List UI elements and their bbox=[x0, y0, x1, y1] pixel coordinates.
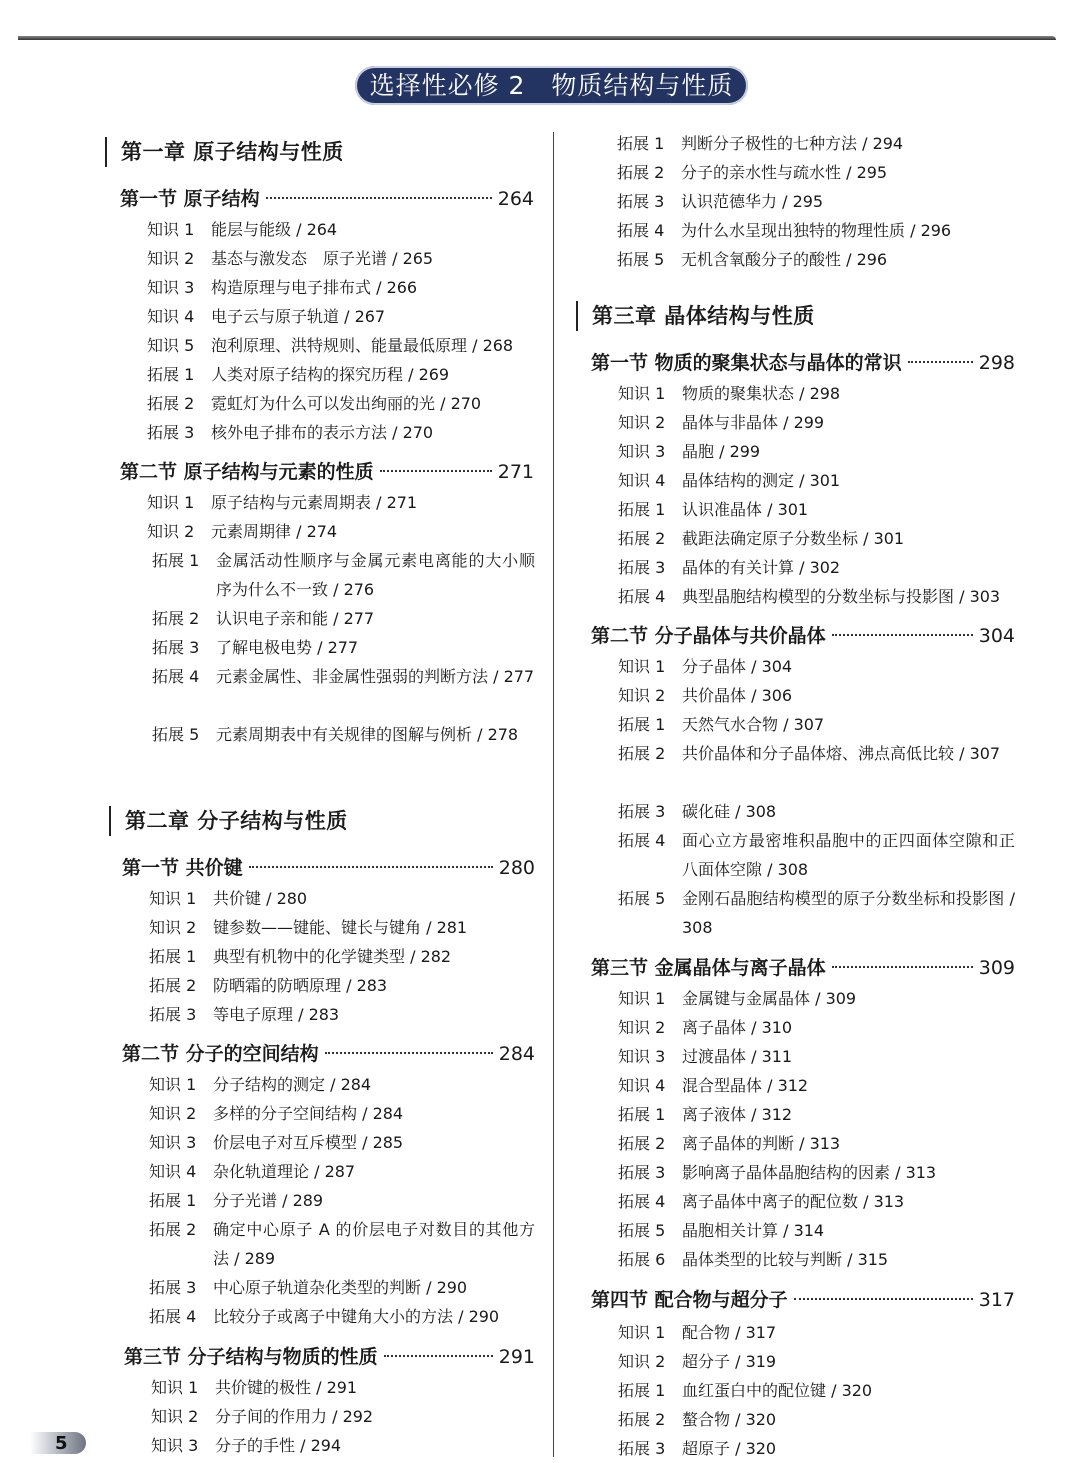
entry-text: 分子间的作用力 / 292 bbox=[215, 1407, 374, 1426]
section-page: 309 bbox=[978, 957, 1015, 979]
toc-entry[interactable] bbox=[617, 187, 823, 216]
entry-label: 拓展 1 bbox=[618, 715, 666, 734]
entry-label: 知识 2 bbox=[149, 918, 197, 937]
toc-entry[interactable] bbox=[149, 1099, 403, 1128]
toc-section[interactable] bbox=[591, 1287, 1015, 1313]
entry-text: 分子晶体 / 304 bbox=[682, 657, 793, 676]
entry-text: 判断分子极性的七种方法 / 294 bbox=[681, 134, 904, 153]
toc-entry[interactable] bbox=[618, 466, 840, 495]
toc-entry[interactable] bbox=[618, 1318, 776, 1347]
entry-text: 截距法确定原子分数坐标 / 301 bbox=[682, 529, 905, 548]
entry-text: 混合型晶体 / 312 bbox=[682, 1076, 809, 1095]
entry-label: 拓展 5 bbox=[152, 725, 200, 744]
entry-label: 知识 2 bbox=[151, 1407, 199, 1426]
page-number: 5 bbox=[55, 1433, 68, 1454]
toc-entry[interactable] bbox=[151, 1431, 341, 1460]
toc-section[interactable] bbox=[591, 955, 1015, 981]
entry-label: 拓展 1 bbox=[149, 947, 197, 966]
toc-entry[interactable] bbox=[617, 129, 903, 158]
toc-entry[interactable] bbox=[618, 1245, 888, 1274]
entry-label: 拓展 4 bbox=[618, 1192, 666, 1211]
toc-entry[interactable] bbox=[618, 1405, 776, 1434]
dot-leader bbox=[384, 1355, 493, 1357]
entry-label: 知识 4 bbox=[618, 1076, 666, 1095]
entry-text: 基态与激发态 原子光谱 / 265 bbox=[211, 249, 434, 268]
toc-entry[interactable] bbox=[618, 681, 792, 710]
entry-label: 拓展 2 bbox=[147, 394, 195, 413]
entry-label: 拓展 4 bbox=[617, 221, 665, 240]
entry-label: 知识 4 bbox=[147, 307, 195, 326]
toc-entry[interactable] bbox=[149, 942, 451, 971]
entry-text: 分子光谱 / 289 bbox=[213, 1191, 324, 1210]
entry-label: 拓展 2 bbox=[618, 529, 666, 548]
entry-text: 多样的分子空间结构 / 284 bbox=[213, 1104, 404, 1123]
entry-label: 知识 1 bbox=[147, 493, 195, 512]
entry-label: 拓展 1 bbox=[147, 365, 195, 384]
entry-label: 知识 2 bbox=[618, 1018, 666, 1037]
entry-label: 拓展 3 bbox=[618, 1439, 666, 1458]
right-column bbox=[556, 0, 1080, 1460]
entry-label: 知识 3 bbox=[151, 1436, 199, 1455]
toc-entry[interactable] bbox=[152, 546, 535, 604]
entry-text: 人类对原子结构的探究历程 / 269 bbox=[211, 365, 450, 384]
entry-label: 知识 1 bbox=[618, 657, 666, 676]
entry-label: 拓展 1 bbox=[618, 1381, 666, 1400]
toc-entry[interactable] bbox=[618, 739, 1015, 768]
entry-text: 共价键的极性 / 291 bbox=[215, 1378, 358, 1397]
entry-label: 拓展 3 bbox=[152, 638, 200, 657]
toc-section[interactable] bbox=[124, 1344, 535, 1370]
section-title: 第二节 分子的空间结构 bbox=[122, 1043, 319, 1065]
toc-entry[interactable] bbox=[618, 652, 792, 681]
section-page: 280 bbox=[498, 857, 535, 879]
dot-leader bbox=[325, 1052, 493, 1054]
toc-entry[interactable] bbox=[147, 517, 337, 546]
toc-section[interactable] bbox=[120, 186, 534, 212]
entry-text: 元素金属性、非金属性强弱的判断方法 / 277 bbox=[216, 667, 535, 686]
dot-leader bbox=[794, 1298, 973, 1300]
entry-text: 了解电极电势 / 277 bbox=[216, 638, 359, 657]
entry-label: 拓展 2 bbox=[149, 1220, 197, 1239]
entry-label: 知识 2 bbox=[618, 686, 666, 705]
entry-text: 离子液体 / 312 bbox=[682, 1105, 793, 1124]
toc-entry[interactable] bbox=[152, 720, 535, 749]
entry-label: 拓展 3 bbox=[149, 1278, 197, 1297]
entry-label: 拓展 4 bbox=[618, 831, 666, 850]
entry-text: 价层电子对互斥模型 / 285 bbox=[213, 1133, 404, 1152]
toc-entry[interactable] bbox=[618, 1216, 824, 1245]
entry-text: 典型晶胞结构模型的分数坐标与投影图 / 303 bbox=[682, 587, 1001, 606]
entry-text: 杂化轨道理论 / 287 bbox=[213, 1162, 356, 1181]
section-page: 304 bbox=[978, 625, 1015, 647]
toc-entry[interactable] bbox=[149, 971, 387, 1000]
entry-label: 拓展 6 bbox=[618, 1250, 666, 1269]
entry-text: 晶体类型的比较与判断 / 315 bbox=[682, 1250, 889, 1269]
entry-text: 面心立方最密堆积晶胞中的正四面体空隙和正八面体空隙 / 308 bbox=[682, 831, 1015, 879]
entry-text: 无机含氧酸分子的酸性 / 296 bbox=[681, 250, 888, 269]
dot-leader bbox=[832, 966, 973, 968]
toc-entry[interactable] bbox=[618, 1376, 872, 1405]
entry-text: 晶体与非晶体 / 299 bbox=[682, 413, 825, 432]
toc-entry[interactable] bbox=[147, 273, 417, 302]
entry-label: 拓展 5 bbox=[618, 1221, 666, 1240]
entry-label: 拓展 3 bbox=[149, 1005, 197, 1024]
entry-text: 等电子原理 / 283 bbox=[213, 1005, 340, 1024]
chapter-3-heading[interactable]: 第三章 晶体结构与性质 bbox=[576, 301, 815, 331]
toc-entry[interactable] bbox=[618, 797, 776, 826]
entry-text: 离子晶体 / 310 bbox=[682, 1018, 793, 1037]
entry-text: 中心原子轨道杂化类型的判断 / 290 bbox=[213, 1278, 468, 1297]
dot-leader bbox=[249, 866, 493, 868]
toc-entry[interactable] bbox=[618, 524, 904, 553]
toc-entry[interactable] bbox=[617, 158, 887, 187]
toc-entry[interactable] bbox=[618, 1434, 776, 1463]
entry-label: 知识 1 bbox=[147, 220, 195, 239]
entry-label: 知识 3 bbox=[618, 1047, 666, 1066]
entry-text: 防晒霜的防晒原理 / 283 bbox=[213, 976, 388, 995]
page-banner: 选择性必修 2 物质结构与性质 bbox=[355, 66, 748, 105]
toc-entry[interactable] bbox=[151, 1402, 373, 1431]
toc-entry[interactable] bbox=[149, 1186, 323, 1215]
toc-entry[interactable] bbox=[618, 1042, 792, 1071]
entry-label: 知识 4 bbox=[618, 471, 666, 490]
section-title: 第一节 原子结构 bbox=[120, 188, 260, 210]
entry-text: 离子晶体中离子的配位数 / 313 bbox=[682, 1192, 905, 1211]
entry-label: 知识 5 bbox=[147, 336, 195, 355]
entry-text: 键参数——键能、键长与键角 / 281 bbox=[213, 918, 468, 937]
entry-text: 电子云与原子轨道 / 267 bbox=[211, 307, 386, 326]
section-title: 第一节 物质的聚集状态与晶体的常识 bbox=[591, 352, 902, 374]
entry-text: 影响离子晶体晶胞结构的因素 / 313 bbox=[682, 1163, 937, 1182]
entry-text: 金刚石晶胞结构模型的原子分数坐标和投影图 / 308 bbox=[682, 889, 1015, 937]
toc-entry[interactable] bbox=[618, 379, 840, 408]
entry-label: 拓展 3 bbox=[147, 423, 195, 442]
entry-text: 典型有机物中的化学键类型 / 282 bbox=[213, 947, 452, 966]
section-page: 298 bbox=[978, 352, 1015, 374]
toc-entry[interactable] bbox=[618, 582, 1000, 611]
toc-entry[interactable] bbox=[147, 488, 417, 517]
entry-text: 分子的亲水性与疏水性 / 295 bbox=[681, 163, 888, 182]
entry-label: 拓展 3 bbox=[618, 558, 666, 577]
toc-section[interactable] bbox=[122, 855, 535, 881]
entry-text: 共价晶体和分子晶体熔、沸点高低比较 / 307 bbox=[682, 744, 1001, 763]
entry-text: 元素周期表中有关规律的图解与例析 / 278 bbox=[216, 725, 519, 744]
entry-label: 知识 2 bbox=[618, 1352, 666, 1371]
entry-label: 拓展 3 bbox=[618, 802, 666, 821]
entry-text: 元素周期律 / 274 bbox=[211, 522, 338, 541]
entry-text: 能层与能级 / 264 bbox=[211, 220, 338, 239]
column-divider bbox=[553, 132, 554, 1457]
toc-entry[interactable] bbox=[152, 633, 358, 662]
entry-label: 拓展 1 bbox=[618, 500, 666, 519]
toc-entry[interactable] bbox=[149, 1302, 499, 1331]
entry-text: 共价晶体 / 306 bbox=[682, 686, 793, 705]
toc-section[interactable] bbox=[591, 350, 1015, 376]
section-title: 第三节 金属晶体与离子晶体 bbox=[591, 957, 826, 979]
chapter-2-heading[interactable]: 第二章 分子结构与性质 bbox=[109, 806, 348, 836]
toc-entry[interactable] bbox=[151, 1373, 357, 1402]
toc-entry[interactable] bbox=[149, 1000, 339, 1029]
toc-entry[interactable] bbox=[147, 331, 513, 360]
entry-label: 拓展 3 bbox=[618, 1163, 666, 1182]
toc-entry[interactable] bbox=[618, 1347, 776, 1376]
entry-text: 物质的聚集状态 / 298 bbox=[682, 384, 841, 403]
toc-entry[interactable] bbox=[618, 1129, 840, 1158]
toc-entry[interactable] bbox=[149, 913, 467, 942]
entry-text: 碳化硅 / 308 bbox=[682, 802, 777, 821]
entry-text: 认识准晶体 / 301 bbox=[682, 500, 809, 519]
entry-text: 比较分子或离子中键角大小的方法 / 290 bbox=[213, 1307, 500, 1326]
entry-label: 拓展 2 bbox=[149, 976, 197, 995]
toc-entry[interactable] bbox=[617, 216, 951, 245]
toc-entry[interactable] bbox=[618, 495, 808, 524]
entry-label: 拓展 4 bbox=[152, 667, 200, 686]
entry-label: 知识 1 bbox=[618, 1323, 666, 1342]
toc-entry[interactable] bbox=[618, 1158, 936, 1187]
section-page: 317 bbox=[978, 1289, 1015, 1311]
entry-label: 知识 3 bbox=[618, 442, 666, 461]
entry-text: 过渡晶体 / 311 bbox=[682, 1047, 793, 1066]
entry-label: 拓展 2 bbox=[618, 1134, 666, 1153]
entry-text: 离子晶体的判断 / 313 bbox=[682, 1134, 841, 1153]
entry-text: 核外电子排布的表示方法 / 270 bbox=[211, 423, 434, 442]
entry-label: 知识 1 bbox=[618, 384, 666, 403]
toc-entry[interactable] bbox=[147, 302, 385, 331]
dot-leader bbox=[266, 197, 492, 199]
dot-leader bbox=[832, 634, 973, 636]
entry-text: 为什么水呈现出独特的物理性质 / 296 bbox=[681, 221, 952, 240]
entry-label: 拓展 2 bbox=[618, 744, 666, 763]
toc-entry[interactable] bbox=[618, 1013, 792, 1042]
section-page: 264 bbox=[497, 188, 534, 210]
toc-entry[interactable] bbox=[149, 1070, 371, 1099]
section-title: 第一节 共价键 bbox=[122, 857, 243, 879]
entry-text: 血红蛋白中的配位键 / 320 bbox=[682, 1381, 873, 1400]
toc-entry[interactable] bbox=[147, 389, 481, 418]
entry-text: 分子结构的测定 / 284 bbox=[213, 1075, 372, 1094]
toc-entry[interactable] bbox=[618, 984, 856, 1013]
toc-entry[interactable] bbox=[618, 408, 824, 437]
entry-label: 拓展 1 bbox=[617, 134, 665, 153]
section-title: 第二节 分子晶体与共价晶体 bbox=[591, 625, 826, 647]
entry-label: 知识 4 bbox=[149, 1162, 197, 1181]
entry-text: 配合物 / 317 bbox=[682, 1323, 777, 1342]
entry-text: 泡利原理、洪特规则、能量最低原理 / 268 bbox=[211, 336, 514, 355]
entry-label: 拓展 5 bbox=[618, 889, 666, 908]
entry-text: 晶胞相关计算 / 314 bbox=[682, 1221, 825, 1240]
toc-entry[interactable] bbox=[147, 360, 449, 389]
entry-label: 知识 3 bbox=[147, 278, 195, 297]
entry-label: 知识 1 bbox=[151, 1378, 199, 1397]
section-page: 271 bbox=[497, 461, 534, 483]
entry-text: 确定中心原子 A 的价层电子对数目的其他方法 / 289 bbox=[213, 1220, 535, 1268]
entry-text: 认识范德华力 / 295 bbox=[681, 192, 824, 211]
toc-entry[interactable] bbox=[149, 1128, 403, 1157]
entry-label: 知识 1 bbox=[618, 989, 666, 1008]
entry-label: 拓展 4 bbox=[618, 587, 666, 606]
toc-section[interactable] bbox=[120, 459, 534, 485]
toc-entry[interactable] bbox=[618, 1071, 808, 1100]
toc-entry[interactable] bbox=[617, 245, 887, 274]
toc-entry[interactable] bbox=[618, 884, 1015, 942]
toc-entry[interactable] bbox=[618, 1100, 792, 1129]
chapter-1-heading[interactable]: 第一章 原子结构与性质 bbox=[105, 137, 344, 167]
toc-entry[interactable] bbox=[149, 884, 307, 913]
entry-label: 知识 2 bbox=[147, 522, 195, 541]
toc-entry[interactable] bbox=[152, 662, 535, 691]
section-title: 第二节 原子结构与元素的性质 bbox=[120, 461, 374, 483]
entry-label: 拓展 1 bbox=[618, 1105, 666, 1124]
toc-entry[interactable] bbox=[618, 553, 840, 582]
entry-label: 拓展 3 bbox=[617, 192, 665, 211]
entry-text: 天然气水合物 / 307 bbox=[682, 715, 825, 734]
toc-entry[interactable] bbox=[147, 215, 337, 244]
toc-entry[interactable] bbox=[149, 1157, 355, 1186]
entry-text: 构造原理与电子排布式 / 266 bbox=[211, 278, 418, 297]
entry-label: 知识 1 bbox=[149, 1075, 197, 1094]
section-page: 284 bbox=[498, 1043, 535, 1065]
entry-text: 认识电子亲和能 / 277 bbox=[216, 609, 375, 628]
entry-label: 知识 3 bbox=[149, 1133, 197, 1152]
entry-text: 晶胞 / 299 bbox=[682, 442, 761, 461]
toc-entry[interactable] bbox=[149, 1273, 467, 1302]
entry-text: 金属活动性顺序与金属元素电离能的大小顺序为什么不一致 / 276 bbox=[216, 551, 535, 599]
entry-text: 分子的手性 / 294 bbox=[215, 1436, 342, 1455]
entry-text: 原子结构与元素周期表 / 271 bbox=[211, 493, 418, 512]
toc-entry[interactable] bbox=[149, 1215, 535, 1273]
section-page: 291 bbox=[498, 1346, 535, 1368]
dot-leader bbox=[908, 361, 973, 363]
entry-label: 拓展 1 bbox=[149, 1191, 197, 1210]
entry-text: 螯合物 / 320 bbox=[682, 1410, 777, 1429]
section-title: 第三节 分子结构与物质的性质 bbox=[124, 1346, 378, 1368]
toc-section[interactable] bbox=[591, 623, 1015, 649]
toc-entry[interactable] bbox=[147, 418, 433, 447]
entry-label: 知识 1 bbox=[149, 889, 197, 908]
entry-text: 超分子 / 319 bbox=[682, 1352, 777, 1371]
entry-label: 知识 2 bbox=[618, 413, 666, 432]
toc-entry[interactable] bbox=[618, 1187, 904, 1216]
entry-text: 共价键 / 280 bbox=[213, 889, 308, 908]
entry-label: 拓展 4 bbox=[149, 1307, 197, 1326]
entry-text: 超原子 / 320 bbox=[682, 1439, 777, 1458]
toc-entry[interactable] bbox=[618, 710, 824, 739]
entry-label: 知识 2 bbox=[147, 249, 195, 268]
toc-entry[interactable] bbox=[147, 244, 433, 273]
entry-label: 拓展 2 bbox=[617, 163, 665, 182]
entry-text: 霓虹灯为什么可以发出绚丽的光 / 270 bbox=[211, 394, 482, 413]
entry-label: 拓展 5 bbox=[617, 250, 665, 269]
entry-label: 知识 2 bbox=[149, 1104, 197, 1123]
entry-label: 拓展 1 bbox=[152, 551, 200, 570]
toc-entry[interactable] bbox=[152, 604, 374, 633]
section-title: 第四节 配合物与超分子 bbox=[591, 1289, 788, 1311]
entry-text: 金属键与金属晶体 / 309 bbox=[682, 989, 857, 1008]
entry-text: 晶体的有关计算 / 302 bbox=[682, 558, 841, 577]
entry-text: 晶体结构的测定 / 301 bbox=[682, 471, 841, 490]
toc-entry[interactable] bbox=[618, 826, 1015, 884]
dot-leader bbox=[380, 470, 492, 472]
entry-label: 拓展 2 bbox=[152, 609, 200, 628]
toc-section[interactable] bbox=[122, 1041, 535, 1067]
toc-entry[interactable] bbox=[618, 437, 760, 466]
entry-label: 拓展 2 bbox=[618, 1410, 666, 1429]
